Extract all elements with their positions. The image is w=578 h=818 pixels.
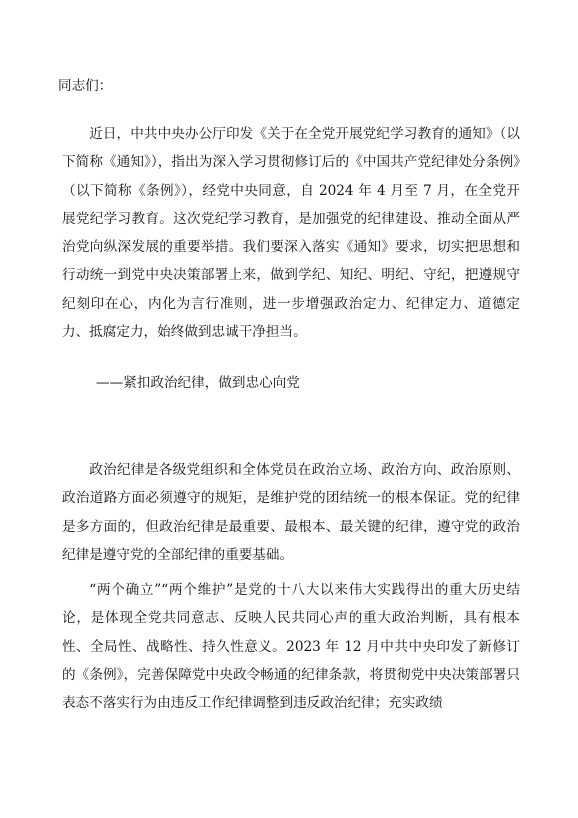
body-paragraph: 政治纪律是各级党组织和全体党员在政治立场、政治方向、政治原则、政治道路方面必须遵守的规矩，是维护党的团结统一的根本保证。党的纪律是多方面的，但政治纪律是最重要、最根本、最关键的纪律，遵守党的政治纪律是遵守党的全部纪律的重要基础。	[62, 462, 520, 563]
body-paragraph: “两个确立”“两个维护”是党的十八大以来伟大实践得出的重大历史结论，是体现全党共同意志、反映人民共同心声的重大政治判断，具有根本性、全局性、战略性、持久性意义。2023 年 12 月中共中央印发了新修订的《条例》，完善保障党中央政令畅通的纪律条款，将贯彻党中央决策部署只表态不落实行为由违反工作纪律调整到违反政治纪律；充实政绩	[62, 582, 520, 712]
section-heading: ——紧扣政治纪律，做到忠心向党	[96, 375, 300, 391]
greeting: 同志们：	[58, 78, 113, 94]
intro-paragraph: 近日，中共中央办公厅印发《关于在全党开展党纪学习教育的通知》（以下简称《通知》），指出为深入学习贯彻修订后的《中国共产党纪律处分条例》（以下简称《条例》），经党中央同意，自 2024 年 4 月至 7 月，在全党开展党纪学习教育。这次党纪学习教育，是加强党的纪律建设、推动全面从严治党向纵深发展的重要举措。我们要深入落实《通知》要求，切实把思想和行动统一到党中央决策部署上来，做到学纪、知纪、明纪、守纪，把遵规守纪刻印在心，内化为言行准则，进一步增强政治定力、纪律定力、道德定力、抵腐定力，始终做到忠诚干净担当。	[62, 126, 520, 341]
